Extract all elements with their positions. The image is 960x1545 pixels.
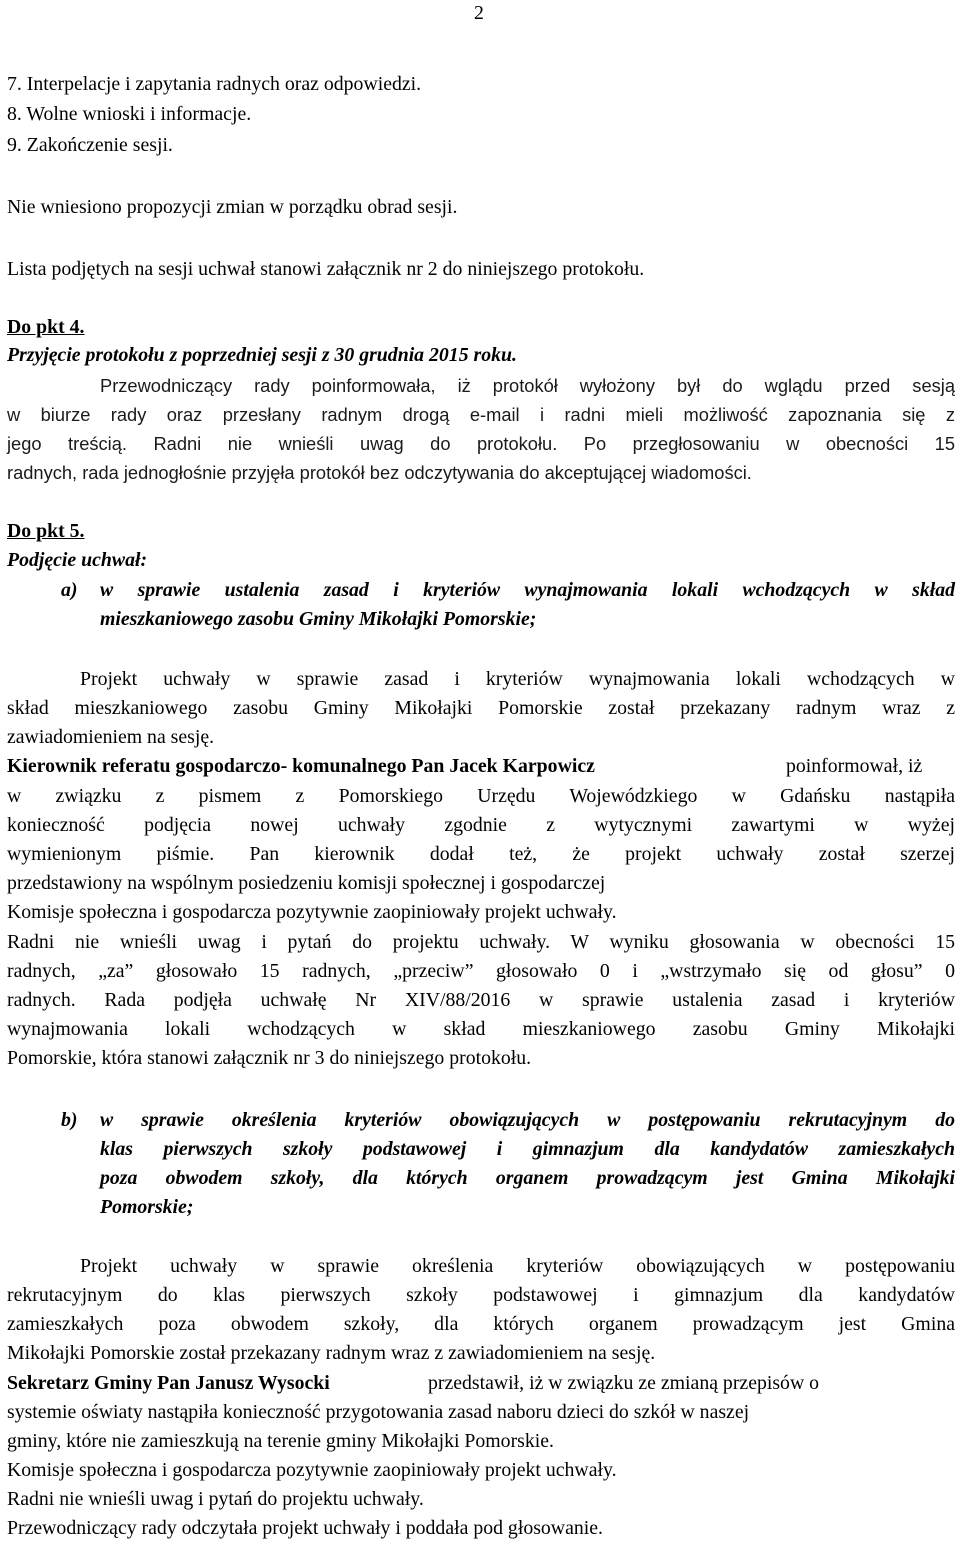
item-a-paragraph-line: konieczność podjęcia nowej uchwały zgodnie z wytycznymi zawartymi w wyżej [7, 814, 955, 836]
no-changes-text: Nie wniesiono propozycji zmian w porządku obrad sesji. [7, 196, 458, 218]
page-number: 2 [474, 2, 484, 24]
item-b-paragraph-line: Mikołajki Pomorskie został przekazany radnym wraz z zawiadomieniem na sesję. [7, 1342, 656, 1364]
item-a-paragraph-line: zawiadomieniem na sesję. [7, 726, 215, 748]
item-b-title-line: klas pierwszych szkoły podstawowej i gimnazjum dla kandydatów zamieszkałych [100, 1138, 955, 1160]
item-a-vote-line: radnych. Rada podjęła uchwałę Nr XIV/88/2016 w sprawie ustalenia zasad i kryteriów [7, 989, 955, 1011]
item-b-opinion: Komisje społeczna i gospodarcza pozytywnie zaopiniowały projekt uchwały. [7, 1459, 617, 1481]
item-a-title-line: w sprawie ustalenia zasad i kryteriów wynajmowania lokali wchodzących w skład [100, 579, 955, 601]
agenda-item-7: 7. Interpelacje i zapytania radnych oraz odpowiedzi. [7, 73, 422, 95]
item-a-paragraph-line: przedstawiony na wspólnym posiedzeniu komisji społecznej i gospodarczej [7, 872, 606, 894]
item-a-title-line: mieszkaniowego zasobu Gminy Mikołajki Pomorskie; [100, 608, 537, 630]
pkt4-heading: Do pkt 4. [7, 316, 85, 338]
pkt4-title: Przyjęcie protokołu z poprzedniej sesji z 30 grudnia 2015 roku. [7, 344, 517, 366]
item-b-paragraph-line: gminy, które nie zamieszkują na terenie gminy Mikołajki Pomorskie. [7, 1430, 554, 1452]
item-a-vote-line: Pomorskie, która stanowi załącznik nr 3 do niniejszego protokołu. [7, 1047, 532, 1069]
item-b-paragraph-line: Projekt uchwały w sprawie określenia kryteriów obowiązujących w postępowaniu [80, 1255, 955, 1277]
item-a-paragraph-line: wymienionym piśmie. Pan kierownik dodał też, że projekt uchwały został szerzej [7, 843, 955, 865]
item-b-paragraph-line: systemie oświaty nastąpiła konieczność przygotowania zasad naboru dzieci do szkół w naszej [7, 1401, 750, 1423]
resolutions-list-note: Lista podjętych na sesji uchwał stanowi załącznik nr 2 do niniejszego protokołu. [7, 258, 645, 280]
item-b-speaker: Sekretarz Gminy Pan Janusz Wysocki [7, 1372, 330, 1394]
item-a-paragraph-line: w związku z pismem z Pomorskiego Urzędu Wojewódzkiego w Gdańsku nastąpiła [7, 785, 955, 807]
item-a-vote-line: radnych, „za” głosowało 15 radnych, „przeciw” głosowało 0 i „wstrzymało się od głosu” 0 [7, 960, 955, 982]
item-b-label: b) [61, 1109, 78, 1131]
item-a-speaker: Kierownik referatu gospodarczo- komunalnego Pan Jacek Karpowicz [7, 755, 595, 777]
item-a-paragraph-line: Projekt uchwały w sprawie zasad i kryteriów wynajmowania lokali wchodzących w [80, 668, 955, 690]
agenda-item-8: 8. Wolne wnioski i informacje. [7, 103, 252, 125]
item-b-title-line: poza obwodem szkoły, dla których organem prowadzącym jest Gmina Mikołajki [100, 1167, 955, 1189]
item-b-title-line: Pomorskie; [100, 1196, 194, 1218]
item-a-paragraph-line: skład mieszkaniowego zasobu Gminy Mikołajki Pomorskie został przekazany radnym wraz z [7, 697, 955, 719]
item-b-reading: Przewodniczący rady odczytała projekt uchwały i poddała pod głosowanie. [7, 1517, 603, 1539]
pkt5-heading: Do pkt 5. [7, 520, 85, 542]
item-b-paragraph-line: zamieszkałych poza obwodem szkoły, dla których organem prowadzącym jest Gmina [7, 1313, 955, 1335]
item-b-paragraph-line: przedstawił, iż w związku ze zmianą przepisów o [428, 1372, 820, 1394]
pkt4-paragraph-line: w biurze rady oraz przesłany radnym drogą e-mail i radni mieli możliwość zapoznania się z [7, 404, 955, 425]
item-b-title-line: w sprawie określenia kryteriów obowiązujących w postępowaniu rekrutacyjnym do [100, 1109, 955, 1131]
pkt4-paragraph-line: Przewodniczący rady poinformowała, iż protokół wyłożony był do wglądu przed sesją [100, 375, 955, 396]
pkt5-subheading: Podjęcie uchwał: [7, 549, 148, 571]
pkt4-paragraph-line: radnych, rada jednogłośnie przyjęła protokół bez odczytywania do akceptującej wiadomości. [7, 462, 752, 483]
item-b-no-remarks: Radni nie wnieśli uwag i pytań do projektu uchwały. [7, 1488, 424, 1510]
item-a-vote-line: wynajmowania lokali wchodzących w skład mieszkaniowego zasobu Gminy Mikołajki [7, 1018, 955, 1040]
item-a-opinion: Komisje społeczna i gospodarcza pozytywnie zaopiniowały projekt uchwały. [7, 901, 617, 923]
agenda-item-9: 9. Zakończenie sesji. [7, 134, 173, 156]
item-a-vote-line: Radni nie wnieśli uwag i pytań do projektu uchwały. W wyniku głosowania w obecności 15 [7, 931, 955, 953]
pkt4-paragraph-line: jego treścią. Radni nie wnieśli uwag do protokołu. Po przegłosowaniu w obecności 15 [7, 433, 955, 454]
item-a-paragraph-line: poinformował, iż [786, 755, 923, 777]
item-a-label: a) [61, 579, 78, 601]
item-b-paragraph-line: rekrutacyjnym do klas pierwszych szkoły podstawowej i gimnazjum dla kandydatów [7, 1284, 955, 1306]
